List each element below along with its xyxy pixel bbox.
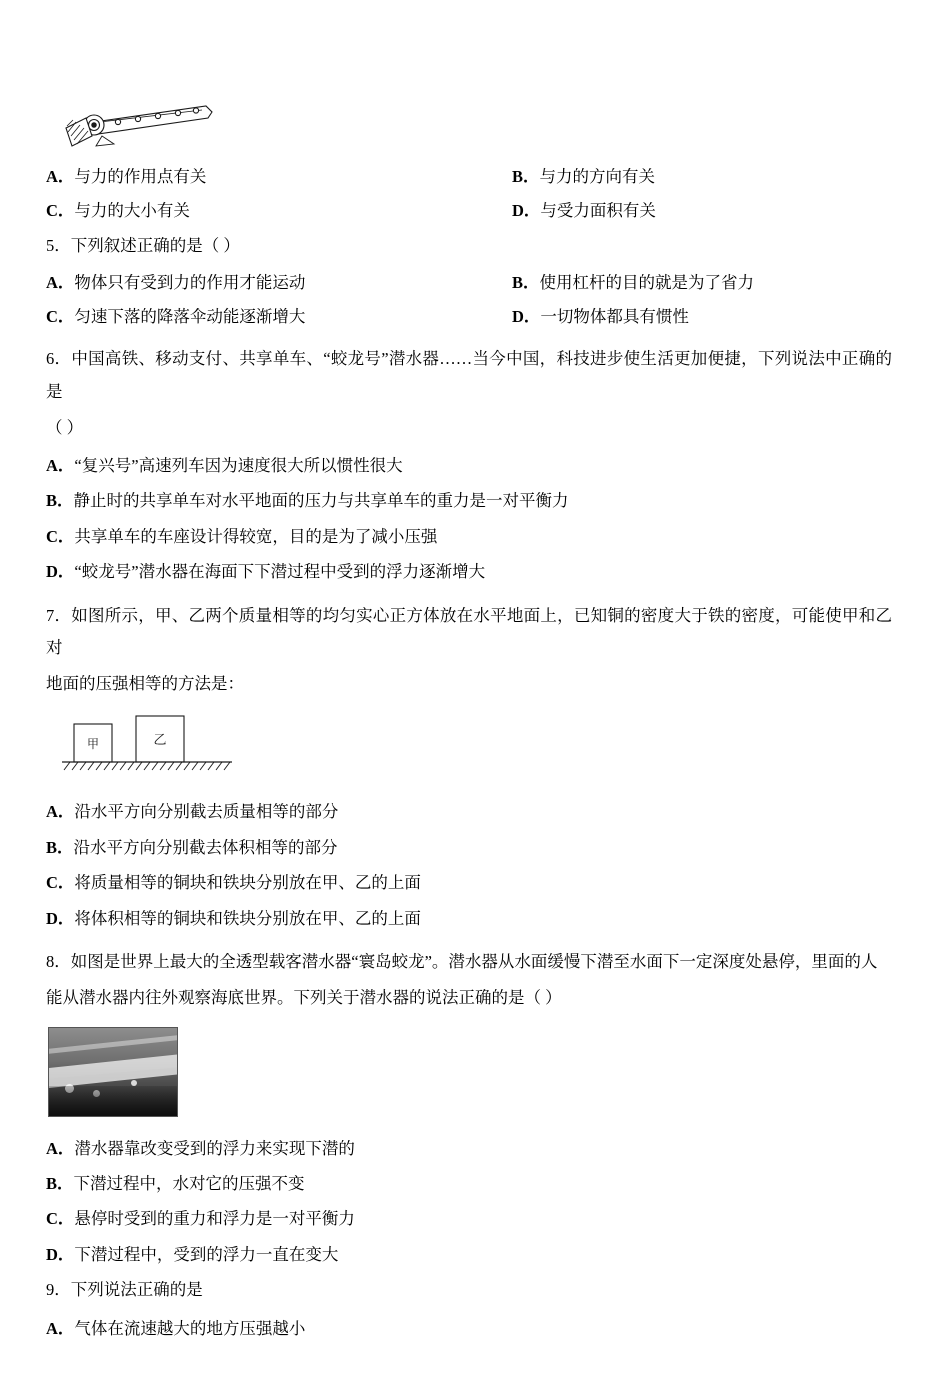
option-7-d: D．将体积相等的铜块和铁块分别放在甲、乙的上面 — [46, 908, 421, 928]
option-9-a: A．气体在流速越大的地方压强越小 — [46, 1318, 306, 1338]
question-5 — [46, 230, 892, 334]
question-4-options-row-1 — [46, 160, 892, 194]
option-5-d: D．一切物体都具有惯性 — [512, 306, 689, 326]
option-8-a: A．潜水器靠改变受到的浮力来实现下潜的 — [46, 1138, 355, 1158]
question-5-options-row-2 — [46, 300, 892, 334]
question-7-stem: 7．如图所示，甲、乙两个质量相等的均匀实心正方体放在水平地面上，已知铜的密度大于铁的密度，可能使甲和乙对 — [46, 605, 892, 657]
option-6-a: A．“复兴号”高速列车因为速度很大所以惯性很大 — [46, 455, 403, 475]
question-6 — [46, 343, 892, 589]
option-6-b: B．静止时的共享单车对水平地面的压力与共享单车的重力是一对平衡力 — [46, 491, 569, 511]
option-4-d: D．与受力面积有关 — [512, 200, 656, 220]
question-5-stem: 5．下列叙述正确的是（ ） — [46, 235, 240, 255]
question-9 — [46, 1274, 892, 1346]
spacer — [46, 938, 892, 946]
question-6-stem-line2: （ ） — [46, 417, 84, 437]
question-8-stem: 8．如图是世界上最大的全透型载客潜水器“寰岛蛟龙”。潜水器从水面缓慢下潜至水面下一定深度处悬停，里面的人 — [46, 952, 878, 972]
two-blocks-on-ground-diagram — [60, 710, 240, 782]
option-4-c: C．与力的大小有关 — [46, 200, 190, 220]
option-8-b: B．下潜过程中，水对它的压强不变 — [46, 1174, 305, 1194]
option-4-b: B．与力的方向有关 — [512, 167, 656, 186]
option-8-c: C．悬停时受到的重力和浮力是一对平衡力 — [46, 1209, 355, 1229]
option-7-a: A．沿水平方向分别截去质量相等的部分 — [46, 802, 339, 822]
option-5-a: A．物体只有受到力的作用才能运动 — [46, 272, 306, 292]
option-6-c: C．共享单车的车座设计得较宽，目的是为了减小压强 — [46, 526, 438, 546]
question-6-stem: 6．中国高铁、移动支付、共享单车、“蛟龙号”潜水器……当今中国，科技进步使生活更加便捷，下列说法中正确的是 — [46, 349, 892, 401]
option-7-c: C．将质量相等的铜块和铁块分别放在甲、乙的上面 — [46, 873, 421, 893]
photo-highlight-band — [49, 1035, 177, 1053]
question-7-stem-line2: 地面的压强相等的方法是： — [46, 674, 244, 694]
option-6-d: D．“蛟龙号”潜水器在海面下下潜过程中受到的浮力逐渐增大 — [46, 562, 486, 582]
submarine-photo — [48, 1027, 178, 1117]
question-7 — [46, 600, 892, 936]
question-4 — [46, 92, 892, 228]
option-7-b: B．沿水平方向分别截去体积相等的部分 — [46, 837, 338, 857]
option-5-b: B．使用杠杆的目的就是为了省力 — [512, 272, 755, 292]
option-8-d: D．下潜过程中，受到的浮力一直在变大 — [46, 1244, 339, 1264]
question-9-stem: 9．下列说法正确的是 — [46, 1280, 203, 1300]
svg-text:乙: 乙 — [153, 732, 167, 748]
question-5-options-row-1 — [46, 266, 892, 300]
option-5-c: C．匀速下落的降落伞动能逐渐增大 — [46, 306, 306, 326]
spacer — [46, 335, 892, 343]
wrench-lever-diagram — [56, 92, 226, 154]
question-4-options-row-2 — [46, 194, 892, 228]
option-4-a: A．与力的作用点有关 — [46, 167, 207, 186]
question-8 — [46, 946, 892, 1272]
spacer — [46, 592, 892, 600]
question-8-stem-line2: 能从潜水器内往外观察海底世界。下列关于潜水器的说法正确的是（ ） — [46, 988, 562, 1008]
photo-shadow-overlay — [49, 1086, 177, 1116]
svg-text:甲: 甲 — [86, 737, 100, 752]
